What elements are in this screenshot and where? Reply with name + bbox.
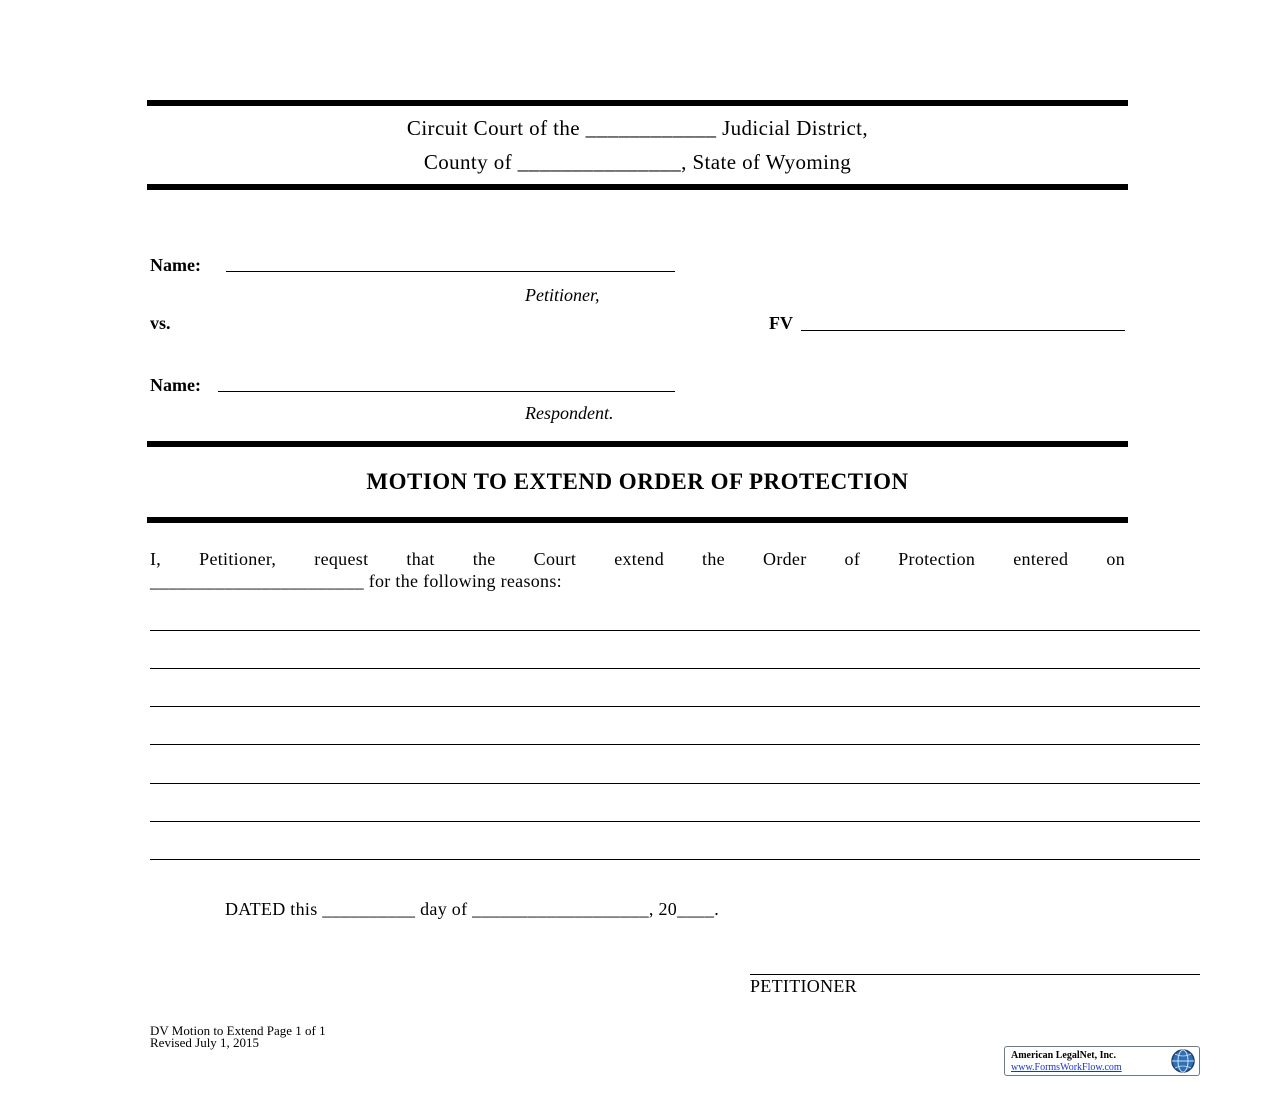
case-number-field[interactable]: [801, 330, 1125, 331]
motion-statement-line2: _______________________ for the following reasons:: [150, 571, 562, 591]
reason-line[interactable]: [150, 821, 1200, 822]
reason-line[interactable]: [150, 783, 1200, 784]
header-top-rule: [147, 100, 1128, 106]
caption-bottom-rule: [147, 441, 1128, 447]
court-heading-line2: County of _______________, State of Wyoming: [423, 150, 852, 174]
petitioner-name-field[interactable]: [226, 271, 675, 272]
reason-line[interactable]: [150, 859, 1200, 860]
petitioner-role: Petitioner,: [525, 285, 600, 305]
reason-line[interactable]: [150, 706, 1200, 707]
respondent-role: Respondent.: [525, 403, 614, 423]
signature-label: PETITIONER: [750, 976, 857, 996]
logo-company-name: American LegalNet, Inc.: [1011, 1050, 1116, 1061]
publisher-logo[interactable]: [1004, 1046, 1200, 1076]
respondent-name-label: Name:: [150, 375, 201, 395]
reason-line[interactable]: [150, 744, 1200, 745]
title-bottom-rule: [147, 517, 1128, 523]
header-bottom-rule: [147, 184, 1128, 190]
footer-revised-date: Revised July 1, 2015: [150, 1035, 260, 1050]
motion-statement-line1: I, Petitioner, request that the Court extend the Order of Protection entered on: [150, 549, 1125, 569]
respondent-name-field[interactable]: [218, 391, 675, 392]
globe-icon: [1169, 1048, 1197, 1074]
petitioner-name-label: Name:: [150, 255, 201, 275]
document-title: MOTION TO EXTEND ORDER OF PROTECTION: [366, 469, 909, 494]
reason-line[interactable]: [150, 668, 1200, 669]
court-heading-line1: Circuit Court of the ____________ Judicial District,: [406, 116, 869, 140]
logo-website-link[interactable]: www.FormsWorkFlow.com: [1011, 1062, 1122, 1073]
petitioner-signature-line[interactable]: [750, 974, 1200, 975]
versus-label: vs.: [150, 313, 171, 333]
reason-line[interactable]: [150, 630, 1200, 631]
case-number-prefix: FV: [769, 313, 793, 333]
dated-line: DATED this __________ day of ___________________, 20____.: [225, 899, 720, 919]
footer-form-name: DV Motion to Extend Page 1 of 1: [150, 1023, 326, 1038]
